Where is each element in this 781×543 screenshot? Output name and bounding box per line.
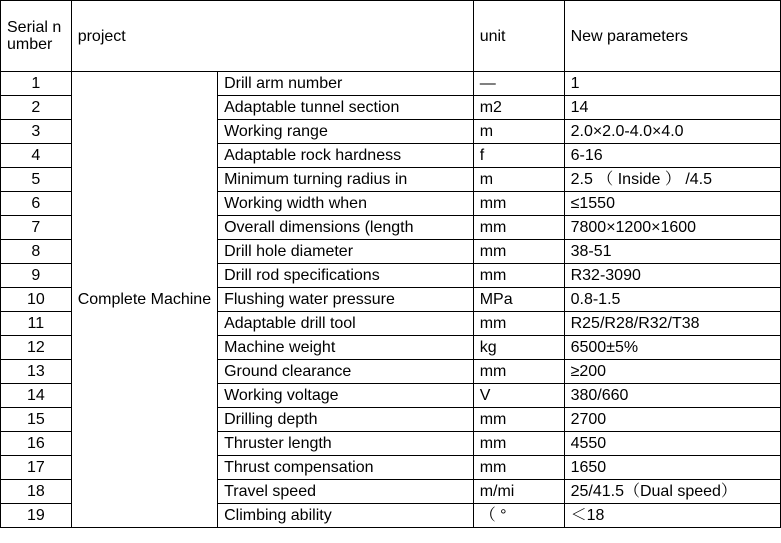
serial-cell: 5 xyxy=(1,168,72,192)
header-row xyxy=(1,1,781,72)
header-serial: Serial number xyxy=(1,1,72,72)
unit-cell: mm xyxy=(473,360,564,384)
header-project: project xyxy=(71,1,473,72)
parameter-name: Overall dimensions (length xyxy=(218,216,474,240)
unit-cell: mm xyxy=(473,192,564,216)
parameter-name: Climbing ability xyxy=(218,504,474,528)
unit-cell: mm xyxy=(473,456,564,480)
serial-cell: 17 xyxy=(1,456,72,480)
serial-cell: 13 xyxy=(1,360,72,384)
parameter-name: Minimum turning radius in xyxy=(218,168,474,192)
parameter-value: ＜18 xyxy=(564,504,780,528)
parameter-name: Drill arm number xyxy=(218,72,474,96)
serial-cell: 18 xyxy=(1,480,72,504)
parameter-name: Adaptable tunnel section xyxy=(218,96,474,120)
serial-cell: 6 xyxy=(1,192,72,216)
serial-cell: 4 xyxy=(1,144,72,168)
unit-cell: MPa xyxy=(473,288,564,312)
serial-cell: 19 xyxy=(1,504,72,528)
unit-cell: f xyxy=(473,144,564,168)
parameter-value: 1 xyxy=(564,72,780,96)
parameter-value: 0.8-1.5 xyxy=(564,288,780,312)
parameter-name: Thrust compensation xyxy=(218,456,474,480)
unit-cell: mm xyxy=(473,432,564,456)
serial-cell: 11 xyxy=(1,312,72,336)
parameter-name: Drill rod specifications xyxy=(218,264,474,288)
parameter-name: Working voltage xyxy=(218,384,474,408)
parameter-name: Flushing water pressure xyxy=(218,288,474,312)
unit-cell: m2 xyxy=(473,96,564,120)
parameter-name: Machine weight xyxy=(218,336,474,360)
serial-cell: 12 xyxy=(1,336,72,360)
unit-cell: mm xyxy=(473,264,564,288)
parameter-value: 6500±5% xyxy=(564,336,780,360)
table-row xyxy=(1,72,781,96)
parameter-name: Thruster length xyxy=(218,432,474,456)
parameter-value: ≥200 xyxy=(564,360,780,384)
parameter-value: ≤1550 xyxy=(564,192,780,216)
parameter-name: Ground clearance xyxy=(218,360,474,384)
parameter-name: Drill hole diameter xyxy=(218,240,474,264)
unit-cell: mm xyxy=(473,240,564,264)
parameter-value: 6-16 xyxy=(564,144,780,168)
serial-cell: 3 xyxy=(1,120,72,144)
serial-cell: 9 xyxy=(1,264,72,288)
parameter-value: 4550 xyxy=(564,432,780,456)
unit-cell: （ ° xyxy=(473,504,564,528)
unit-cell: mm xyxy=(473,216,564,240)
unit-cell: mm xyxy=(473,408,564,432)
parameter-name: Working width when xyxy=(218,192,474,216)
parameter-value: 1650 xyxy=(564,456,780,480)
unit-cell: kg xyxy=(473,336,564,360)
parameter-value: 380/660 xyxy=(564,384,780,408)
serial-cell: 10 xyxy=(1,288,72,312)
parameter-name: Working range xyxy=(218,120,474,144)
parameter-value: 2.0×2.0-4.0×4.0 xyxy=(564,120,780,144)
serial-cell: 7 xyxy=(1,216,72,240)
group-label: Complete Machine xyxy=(71,72,217,528)
parameter-value: 14 xyxy=(564,96,780,120)
header-unit: unit xyxy=(473,1,564,72)
serial-cell: 8 xyxy=(1,240,72,264)
parameter-value: 7800×1200×1600 xyxy=(564,216,780,240)
parameter-value: 25/41.5（Dual speed） xyxy=(564,480,780,504)
unit-cell: m xyxy=(473,168,564,192)
parameter-value: 2700 xyxy=(564,408,780,432)
parameter-value: 2.5 （ Inside ） /4.5 xyxy=(564,168,780,192)
serial-cell: 15 xyxy=(1,408,72,432)
parameter-name: Travel speed xyxy=(218,480,474,504)
serial-cell: 2 xyxy=(1,96,72,120)
parameter-value: 38-51 xyxy=(564,240,780,264)
parameter-name: Adaptable drill tool xyxy=(218,312,474,336)
unit-cell: m/mi xyxy=(473,480,564,504)
header-parameters: New parameters xyxy=(564,1,780,72)
parameter-value: R25/R28/R32/T38 xyxy=(564,312,780,336)
serial-cell: 1 xyxy=(1,72,72,96)
serial-cell: 14 xyxy=(1,384,72,408)
unit-cell: m xyxy=(473,120,564,144)
parameter-name: Adaptable rock hardness xyxy=(218,144,474,168)
parameter-value: R32-3090 xyxy=(564,264,780,288)
unit-cell: mm xyxy=(473,312,564,336)
unit-cell: — xyxy=(473,72,564,96)
parameter-name: Drilling depth xyxy=(218,408,474,432)
serial-cell: 16 xyxy=(1,432,72,456)
unit-cell: V xyxy=(473,384,564,408)
